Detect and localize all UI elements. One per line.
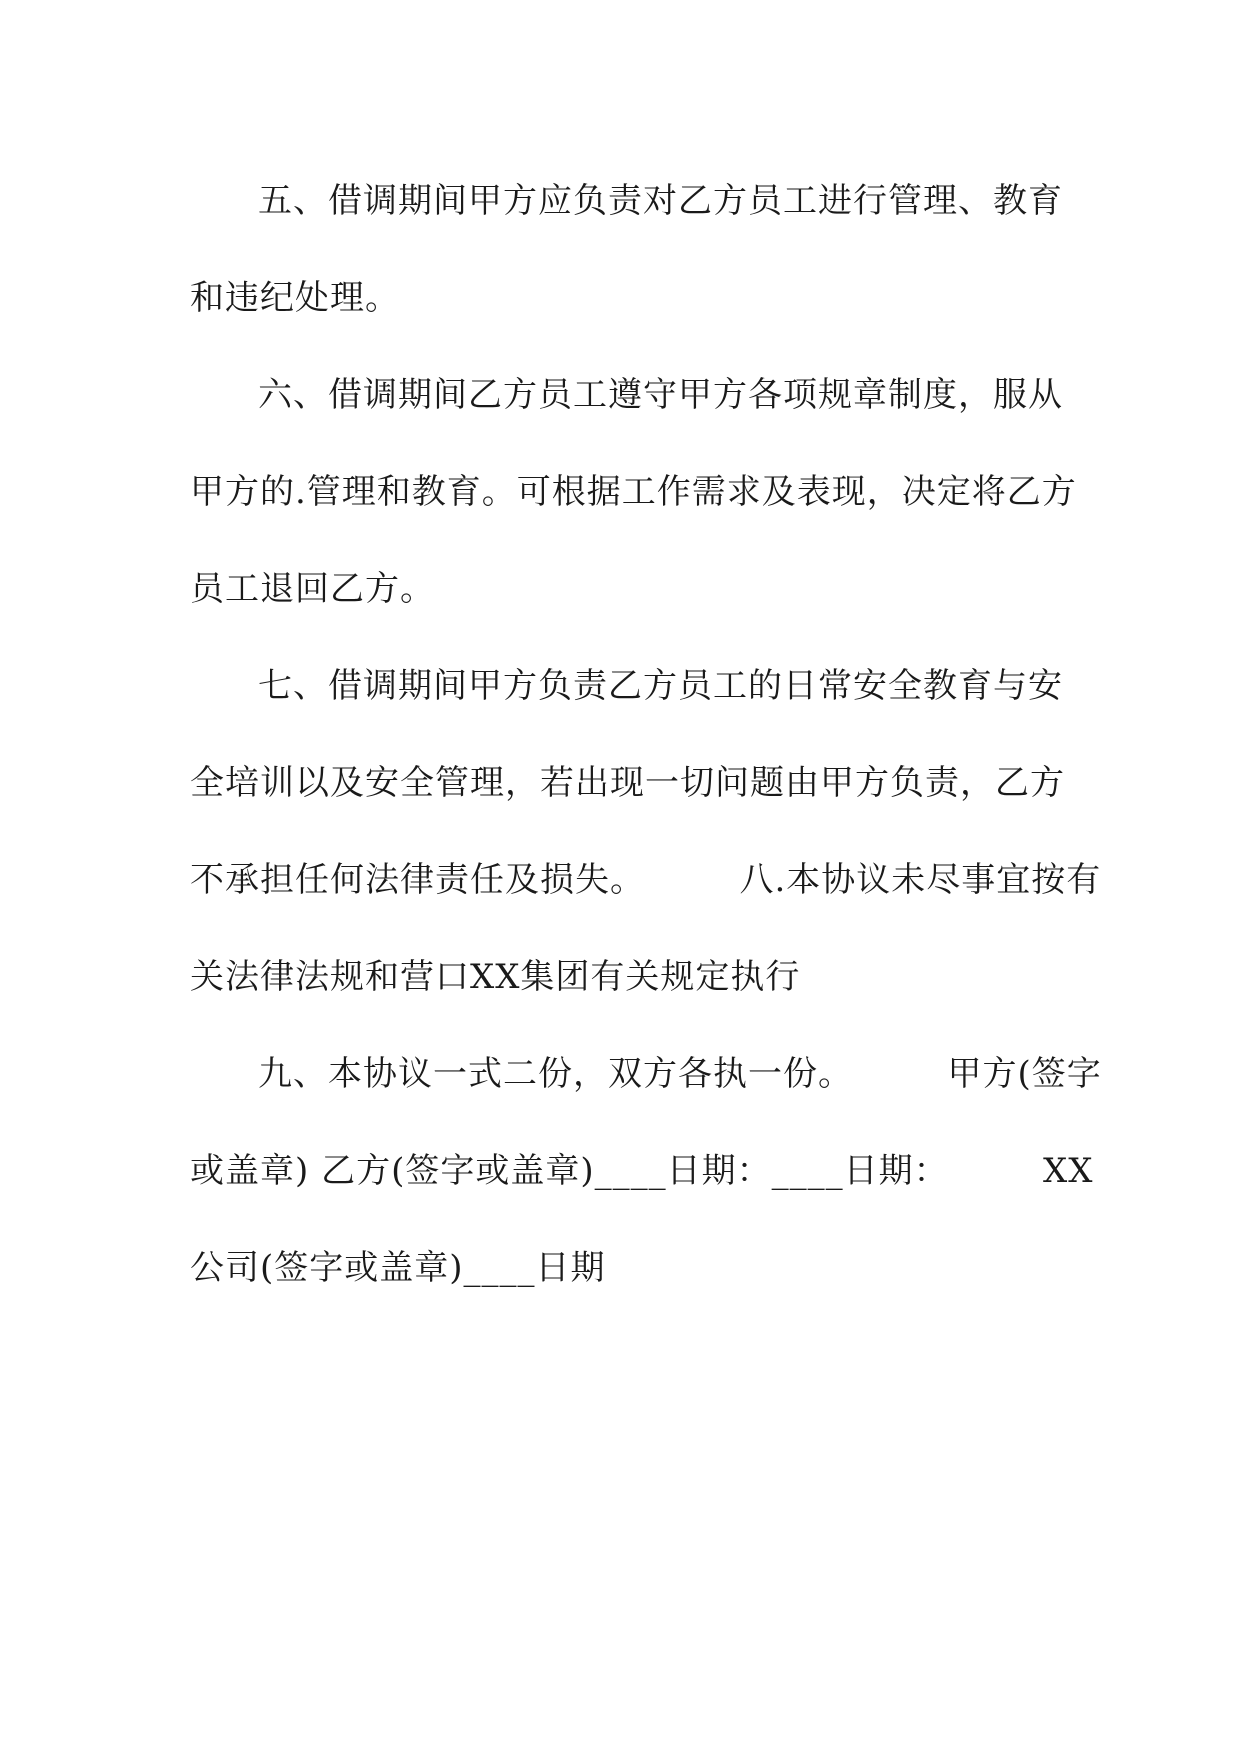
clause-7-line-1: 七、借调期间甲方负责乙方员工的日常安全教育与安 [258,666,1063,706]
clause-6-line-2: 甲方的.管理和教育。可根据工作需求及表现，决定将乙方 [190,472,1077,512]
clause-7-line-2: 全培训以及安全管理，若出现一切问题由甲方负责，乙方 [190,763,1065,803]
clause-6-line-1: 六、借调期间乙方员工遵守甲方各项规章制度，服从 [258,375,1063,415]
clause-6-line-3: 员工退回乙方。 [190,569,435,609]
signature-line-2: 公司(签字或盖章)____日期 [190,1248,606,1288]
clause-8-line-2: 关法律法规和营口XX集团有关规定执行 [190,957,801,997]
clause-9-line-1: 九、本协议一式二份，双方各执一份。 甲方(签字 [258,1054,1102,1094]
signature-line-1: 或盖章) 乙方(签字或盖章)____日期：____日期： XX [190,1151,1094,1191]
clause-5-line-1: 五、借调期间甲方应负责对乙方员工进行管理、教育 [258,181,1063,221]
clause-5-line-2: 和违纪处理。 [190,278,400,318]
clause-7-8-line: 不承担任何法律责任及损失。 八.本协议未尽事宜按有 [190,860,1102,900]
